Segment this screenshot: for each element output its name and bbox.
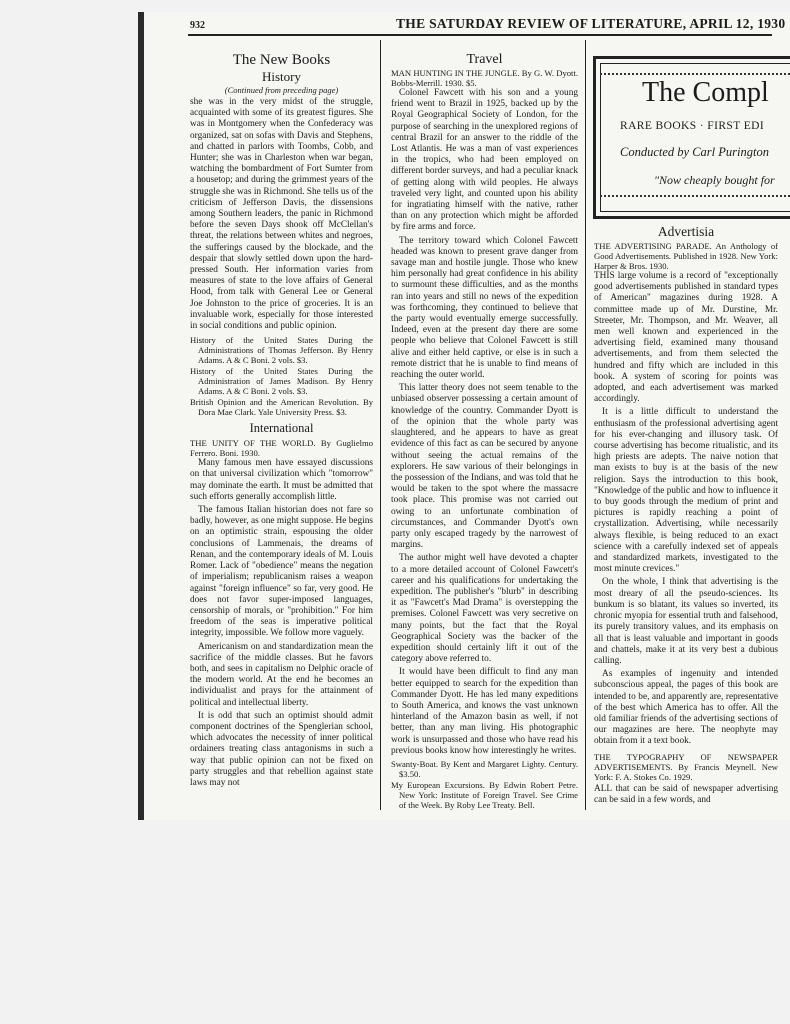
review-heading: THE UNITY OF THE WORLD. By Guglielmo Ferrero. Boni. 1930. xyxy=(190,438,373,459)
review-paragraph: Colonel Fawcett with his son and a young friend went to Brazil in 1925, backed up by the Royal Geographical Society of London, for the purpose of searching in the unexplored regions of central Brazil for an answer to the riddle of the Lost Atlantis. He was a man of vast experiences in the tropics, who had been employed on different border surveys, and had a peculiar knack of getting along with wild peoples. He always traveled very light, and counted upon his ability for ingratiating himself with the native, rather than on any protection which might be afforded by fire arms and force. xyxy=(391,88,578,233)
page-number: 932 xyxy=(190,20,205,31)
ad-title: The Compl xyxy=(642,77,769,108)
list-item: British Opinion and the American Revolution. By Dora Mae Clark. Yale University Press. $3. xyxy=(190,397,373,418)
list-item: History of the United States During the Administrations of Thomas Jefferson. By Henry Adams. A & C Boni. 2 vols. $3. xyxy=(190,335,373,366)
international-text xyxy=(190,458,373,789)
history-book-list xyxy=(190,335,373,417)
ad-conducted-by: Conducted by Carl Purington xyxy=(620,145,769,159)
travel-text xyxy=(391,88,578,757)
ad-decorative-border-bottom xyxy=(600,195,790,207)
section-subtitle-history: History xyxy=(262,69,301,84)
review2-heading: THE TYPOGRAPHY OF NEWSPAPER ADVERTISEMENTS. By Francis Meynell. New York: F. A. Stokes Co. 1929. xyxy=(594,751,778,782)
review-paragraph: It would have been difficult to find any man better equipped to search for the expedition than Commander Dyott. He has led many expeditions to South America, and knows the vast unknown hinterland of the Amazon basin as well, if not better, than any man living. His photographic work is unsurpassed and those who have read his previous books know how interestingly he writes. xyxy=(391,667,578,756)
ad-quote: "Now cheaply bought for xyxy=(654,173,775,187)
review-heading: THE ADVERTISING PARADE. An Anthology of Good Advertisements. Published in 1928. New York: Harper & Bros. 1930. xyxy=(594,241,778,271)
review-paragraph: This latter theory does not seem tenable to the unbiased observer possessing a certain amount of knowledge of the country. Commander Dyott is of the opinion that the whole party was slaughtered, and he appears to have as great evidence of this fact as can be secured by anyone without seeing the actual remains of the explorers. He saw various of their belongings in the possession of the Indians, and was told that he would be taken to the spot where the massacre took place. This promise was not carried out owing to an unfortunate combination of circumstances, and Commander Dyott's own party only escaped tragedy by the narrowest of margins. xyxy=(391,383,578,551)
running-title: THE SATURDAY REVIEW OF LITERATURE, APRIL 12, 1930 xyxy=(396,16,786,31)
review-paragraph: The author might well have devoted a chapter to a more detailed account of Colonel Fawcett's career and his qualifications for undertaking the expedition. The publisher's "blurb" in describing it as "Fawcett's Mad Drama" is overstepping the premises. Colonel Fawcett was very secretive on many points, but the fact that the Royal Geographical Society was the backer of the expedition should certainly lift it out of the category above referred to. xyxy=(391,553,578,665)
review-paragraph: The famous Italian historian does not fare so badly, however, as one might suppose. He begins on an optimistic strain, espousing the older conclusions of Lammenais, the dreams of Renan, and the contemporary ideals of M. Louis Romer. Lack of "obedience" means the negation of imperialism; republicanism raises a weapon against "foreign influence" so far, very good. He does not favor super-imposed languages, censorship of morals, or "prohibition." For him freedom of the seas is imperative political integrity, impossible. We follow more vaguely. xyxy=(190,505,373,639)
ad-subtitle: RARE BOOKS · FIRST EDI xyxy=(620,120,765,132)
travel-book-list xyxy=(391,759,578,810)
column-rule-2 xyxy=(585,40,586,810)
advertisia-text xyxy=(594,271,778,748)
review-heading: MAN HUNTING IN THE JUNGLE. By G. W. Dyott. Bobbs-Merrill. 1930. $5. xyxy=(391,68,578,88)
section-title-advertisia: Advertisia xyxy=(657,224,715,239)
ad-decorative-border-top xyxy=(600,63,790,75)
review-paragraph: It is a little difficult to understand the enthusiasm of the professional advertising agent for his ever-changing and illusory task. Of course advertising has become ritualistic, and its high priests are adepts. The naive notion that man exists to buy is at the basis of the new religion. Says the introduction to this book, "Knowledge of the public and how to influence it to buy goods through the medium of print and pictures is rapidly reaching a point of crystallization. Advertising, while necessarily always flexible, is being reduced to an exact science with a carefully indexed set of appeals and standardized markets, investigated to the most minute crevices." xyxy=(594,407,778,575)
review-paragraph: Americanism on and standardization mean the sacrifice of the middle classes. But he favors both, and sees in capitalism no Delphic oracle of the modern world. At the end he becomes an individualist and prays for the attainment of political and intellectual liberty. xyxy=(190,641,373,708)
section-title-international: International xyxy=(249,421,314,436)
column-rule-1 xyxy=(380,40,381,810)
middle-column xyxy=(391,52,578,811)
header-rule xyxy=(188,34,772,36)
section-title-new-books: The New Books xyxy=(232,52,331,68)
review-paragraph: As examples of ingenuity and intended subconscious appeal, the pages of this book are intended to be, and apparently are, representative of the best which America has to offer. All the old familiar friends of the advertising sections of our magazines are here. The neophyte may obtain from it a text book. xyxy=(594,669,778,747)
left-column xyxy=(190,52,373,791)
right-column xyxy=(594,224,778,806)
review2-start: ALL that can be said of newspaper advertising can be said in a few words, and xyxy=(594,783,778,805)
review-paragraph: Many famous men have essayed discussions on that universal civilization which "tomorrow" may dominate the earth. It must be admitted that such efforts generally accomplish little. xyxy=(190,458,373,502)
review-paragraph: It is odd that such an optimist should admit component doctrines of the Spenglerian school, which advocates the necessity of inner political ordainers treating class antagonisms in such a way that public opinion can not be fixed on party struggles and that rebellion against state laws may not xyxy=(190,710,373,788)
history-text xyxy=(190,97,373,332)
list-item: My European Excursions. By Edwin Robert Petre. New York: Institute of Foreign Travel. See Crime of the Week. By Roby Lee Treaty. Bell. xyxy=(391,779,578,810)
review-paragraph: On the whole, I think that advertising is the most dreary of all the pseudo-sciences. Its bunkum is so blatant, its values so inverted, its chronic myopia for essential truth and falsehood, its purely transitory values, and its emphasis on all that is least valuable and important in goods and chattels, make it at its very best a dubious calling. xyxy=(594,577,778,666)
continued-note: (Continued from preceding page) xyxy=(224,85,339,95)
history-paragraph: she was in the very midst of the struggle, acquainted with some of its greatest figures. She was in Montgomery when the Confederacy was organized, sat on sofas with Davis and Stephens, and chatted in parlors with Toombs, Cobb, and Hunter; she was in Charleston when war began, watching the bombardment of Fort Sumter from a housetop; and during the grimmest years of the struggle she was in Richmond. She tells us of the criticism of Jefferson Davis, the dissensions among Southern leaders, the panic in Richmond before the seven Days shook off McClellan's threat, the relations between whites and negroes, the sufferings caused by the blockade, and the despair that slowly settled down upon the hard-pressed South. Her information varies from measures of state to the love affairs of General Hood, from talk with General Lee or General Joe Johnston to the price of groceries. It is an invaluable work, especially for those interested in social conditions and public opinion. xyxy=(190,97,373,332)
rare-books-ad xyxy=(593,56,790,219)
list-item: History of the United States During the Administration of James Madison. By Henry Adams. A & C Boni. 2 vols. $3. xyxy=(190,366,373,397)
scan-edge xyxy=(138,12,144,820)
list-item: Swanty-Boat. By Kent and Margaret Lighty. Century. $3.50. xyxy=(391,758,578,779)
section-title-travel: Travel xyxy=(466,52,503,67)
review-paragraph: THIS large volume is a record of "exceptionally good advertisements published in standard types of American" magazines during 1928. A committee made up of Mr. Durstine, Mr. Streeter, Mr. Thompson, and Mr. Weaver, all men well known and experienced in the advertising field, examined many thousand advertisements, and from them selected the hundred and fifty which are included in this book. A system of scoring for points was adopted, and each advertisement was marked accordingly. xyxy=(594,271,778,405)
review-paragraph: The territory toward which Colonel Fawcett headed was known to present grave danger from savage man and hostile jungle. Those who knew him personally had great confidence in his ability to surmount these difficulties, and as the months ran into years and still no news of the expedition was forthcoming, they continued to believe that the party would eventually emerge successfully. Indeed, even at the present day there are some people who believe that Colonel Fawcett is still alive and either held captive, or else is in such a remote district that he is unable to find means of reaching the outer world. xyxy=(391,235,578,381)
